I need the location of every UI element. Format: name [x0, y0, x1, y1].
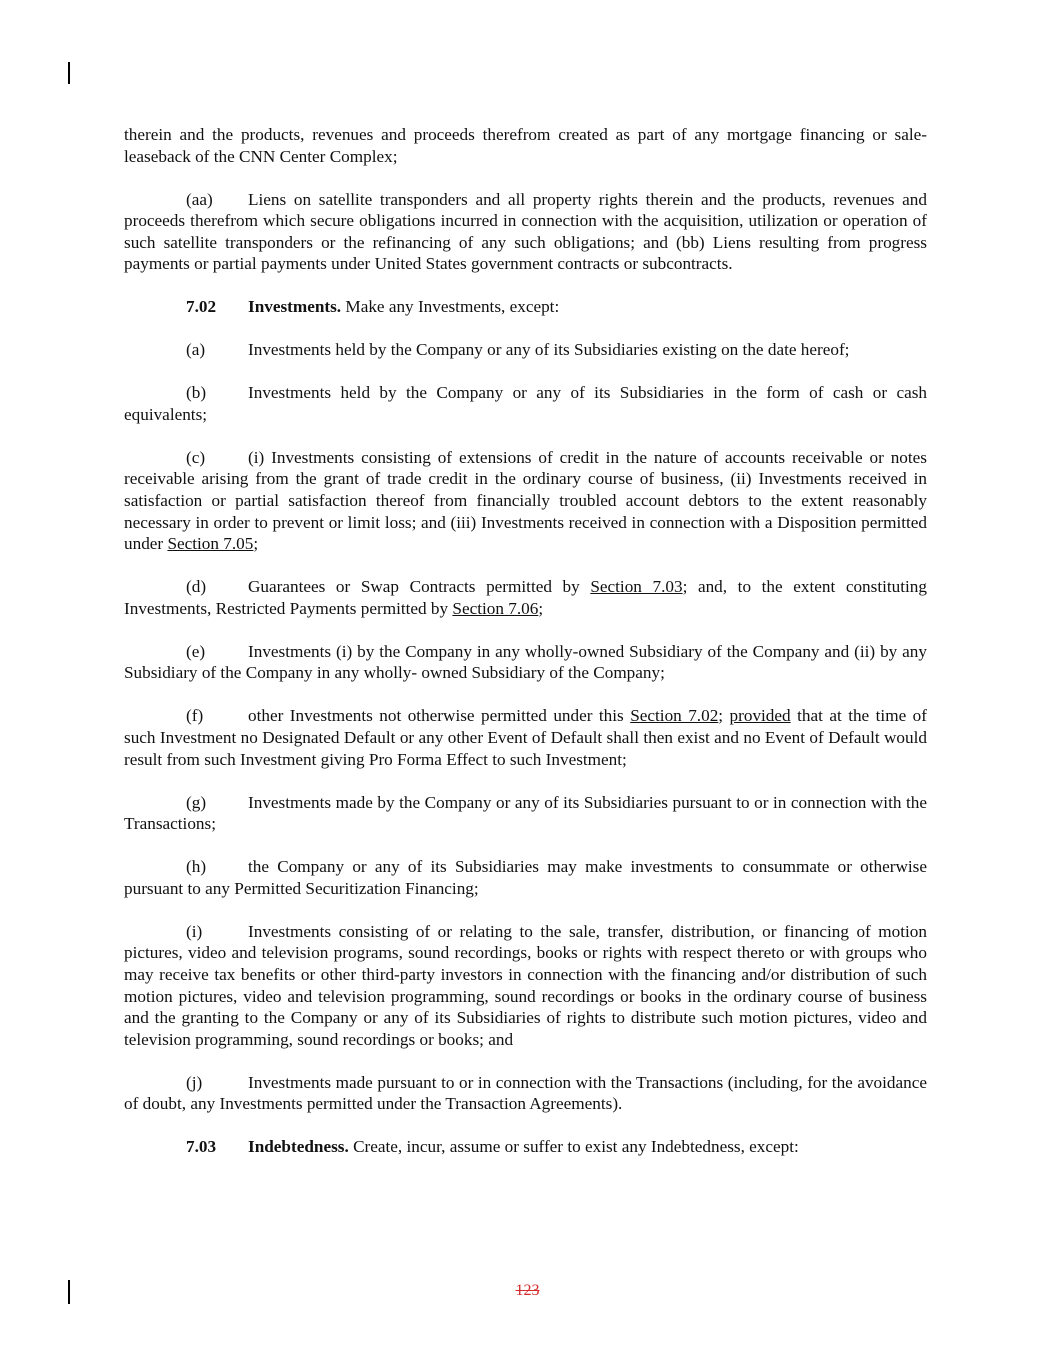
paragraph-e: (e) Investments (i) by the Company in any wholly-owned Subsidiary of the Company and (ii) by any Subsidiary of the Company in any wholly- owned Subsidiary of the Company; — [124, 641, 927, 683]
provided-term: provided — [729, 706, 791, 726]
paragraph-h: (h) the Company or any of its Subsidiaries may make investments to consummate or otherwise pursuant to any Permitted Securitization Financing; — [124, 857, 927, 898]
section-title: Indebtedness. — [248, 1137, 349, 1157]
section-number: 7.03 — [186, 1137, 217, 1157]
revision-bar-top — [68, 62, 70, 84]
item-label: (i) — [186, 921, 203, 941]
section-number: 7.02 — [186, 297, 217, 317]
paragraph-continuation: therein and the products, revenues and proceeds therefrom created as part of any mortgage financing or sale-leaseback of the CNN Center Complex; — [124, 125, 927, 166]
section-reference: Section 7.05 — [167, 534, 254, 554]
item-label: (j) — [186, 1072, 203, 1092]
section-reference: Section 7.02 — [630, 706, 719, 726]
document-body — [124, 124, 927, 1179]
item-label: (e) — [186, 641, 206, 661]
section-reference: Section 7.03 — [590, 577, 683, 597]
item-label: (b) — [186, 383, 207, 403]
paragraph-d: (d) Guarantees or Swap Contracts permitted by Section 7.03; and, to the extent constituting Investments, Restricted Payments permitted by Section 7.06; — [124, 577, 927, 618]
item-label: (f) — [186, 706, 204, 726]
paragraph-j: (j) Investments made pursuant to or in connection with the Transactions (including, for the avoidance of doubt, any Investments permitted under the Transaction Agreements). — [124, 1072, 927, 1114]
page-number: 123 — [515, 1282, 540, 1299]
paragraph-g: (g) Investments made by the Company or any of its Subsidiaries pursuant to or in connection with the Transactions; — [124, 792, 927, 834]
section-reference: Section 7.06 — [452, 598, 539, 618]
paragraph-f: (f) other Investments not otherwise permitted under this Section 7.02; provided that at the time of such Investment no Designated Default or any other Event of Default shall then exist and no Event of Default would result from such Investment giving Pro Forma Effect to such Investment; — [124, 706, 927, 769]
paragraph-aa: (aa) Liens on satellite transponders and all property rights therein and the products, revenues and proceeds therefrom which secure obligations incurred in connection with the acquisition, utilization or operation of such satellite transponders or the refinancing of any such obligations; and (bb) Liens resulting from progress payments or partial payments under United States government contracts or subcontracts. — [124, 189, 927, 274]
section-heading-7-03: 7.03 Indebtedness. Create, incur, assume or suffer to exist any Indebtedness, except: — [186, 1137, 799, 1157]
item-label: (a) — [186, 340, 206, 360]
item-label: (h) — [186, 857, 207, 877]
paragraph-a: (a) Investments held by the Company or any of its Subsidiaries existing on the date hereof; — [186, 340, 850, 360]
item-label: (g) — [186, 792, 207, 812]
paragraph-b: (b) Investments held by the Company or any of its Subsidiaries in the form of cash or cash equivalents; — [124, 383, 927, 424]
section-title: Investments. — [248, 297, 342, 317]
item-label: (aa) — [186, 189, 213, 209]
section-heading-7-02: 7.02 Investments. Make any Investments, except: — [186, 297, 560, 317]
paragraph-c: (c) (i) Investments consisting of extensions of credit in the nature of accounts receivable or notes receivable arising from the grant of trade credit in the ordinary course of business, (ii) Investments received in satisfaction or partial satisfaction thereof from financially troubled account debtors to the extent reasonably necessary in order to prevent or limit loss; and (iii) Investments received in connection with a Disposition permitted under Section 7.05; — [124, 447, 927, 554]
item-label: (c) — [186, 447, 206, 467]
item-label: (d) — [186, 577, 207, 597]
paragraph-i: (i) Investments consisting of or relating to the sale, transfer, distribution, or financing of motion pictures, video and television programs, sound recordings, books or rights with respect thereto or with groups who may receive tax benefits or other third-party investors in connection with the financing and/or distribution of such motion pictures, video and television programming, sound recordings or books in the ordinary course of business and the granting to the Company or any of its Subsidiaries of rights to distribute such motion pictures, video and television programming, sound recordings or books; and — [124, 921, 927, 1049]
